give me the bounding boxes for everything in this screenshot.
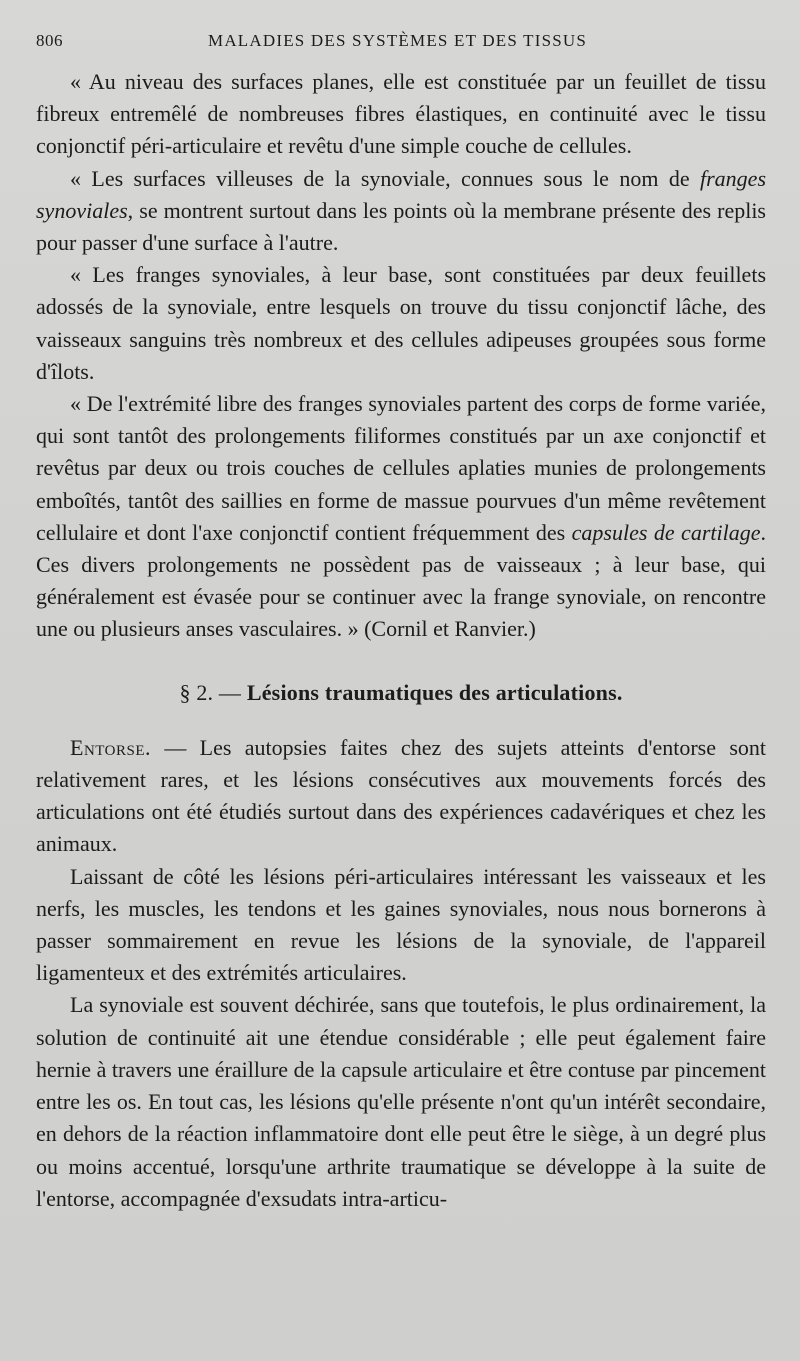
paragraph: « Les franges synoviales, à leur base, sont constituées par deux feuillets adossés de la synoviale, entre lesquels on trouve du tissu conjonctif lâche, des vaisseaux sanguins très nombreux et des cellules adipeuses groupées sous forme d'îlots. [36,262,766,384]
text-run: — Les autopsies faites chez des sujets atteints d'entorse sont relativement rares, et les lésions consécutives aux mouvements forcés des articulations ont été étudiés surtout dans des expériences cadavériques et chez les animaux. [36,734,766,857]
running-title: MALADIES DES SYSTÈMES ET DES TISSUS [208,31,588,50]
italic-term: capsules de cartilage [571,519,761,545]
page-number: 806 [36,31,63,50]
section-number: § 2. — [179,679,242,705]
paragraph [36,388,766,646]
body-text [36,66,766,1215]
paragraph: « Au niveau des surfaces planes, elle est constituée par un feuillet de tissu fibreux entremêlé de nombreuses fibres élastiques, en continuité avec le tissu conjonctif péri-articulaire et revêtu d'une simple couche de cellules. [36,69,766,159]
run-in-heading: Entorse. [70,734,152,760]
paragraph: La synoviale est souvent déchirée, sans que toutefois, le plus ordinairement, la solution de continuité ait une étendue considérable ; elle peut également faire hernie à travers une éraillure de la capsule articulaire et être contuse par pincement entre les os. En tout cas, les lésions qu'elle présente n'ont qu'un intérêt secondaire, en dehors de la réaction inflammatoire dont elle peut être le siège, à un degré plus ou moins accentué, lorsqu'une arthrite traumatique se développe à la suite de l'entorse, accompagnée d'exsudats intra-articu- [36,992,766,1211]
paragraph [36,163,766,260]
section-title: Lésions traumatiques des articulations. [246,679,623,705]
running-header [36,31,764,57]
paragraph: Laissant de côté les lésions péri-articulaires intéressant les vaisseaux et les nerfs, les muscles, les tendons et les gaines synoviales, nous nous bornerons à passer sommairement en revue les lésions de la synoviale, de l'appareil ligamenteux et des extrémités articulaires. [36,863,766,986]
text-run: , se montrent surtout dans les points où la membrane présente des replis pour passer d'une surface à l'autre. [36,197,766,256]
section-heading [36,677,766,709]
paragraph [36,732,766,861]
italic-term: franges synoviales [36,165,766,223]
text-run: « De l'extrémité libre des franges synoviales partent des corps de forme variée, qui sont tantôt des prolongements filiformes constitués par un axe conjonctif et revêtus par deux ou trois couches de cellules aplaties munies de prolongements emboîtés, tantôt des saillies en forme de massue pourvues d'un même revêtement cellulaire et dont l'axe conjonctif contient fréquemment des [36,391,766,545]
text-run: « Les surfaces villeuses de la synoviale, connues sous le nom de [70,165,700,191]
text-run: . Ces divers prolongements ne possèdent pas de vaisseaux ; à leur base, qui généralement est évasée pour se continuer avec la frange synoviale, on rencontre une ou plusieurs anses vasculaires. » (Cornil et Ranvier.) [36,519,766,642]
